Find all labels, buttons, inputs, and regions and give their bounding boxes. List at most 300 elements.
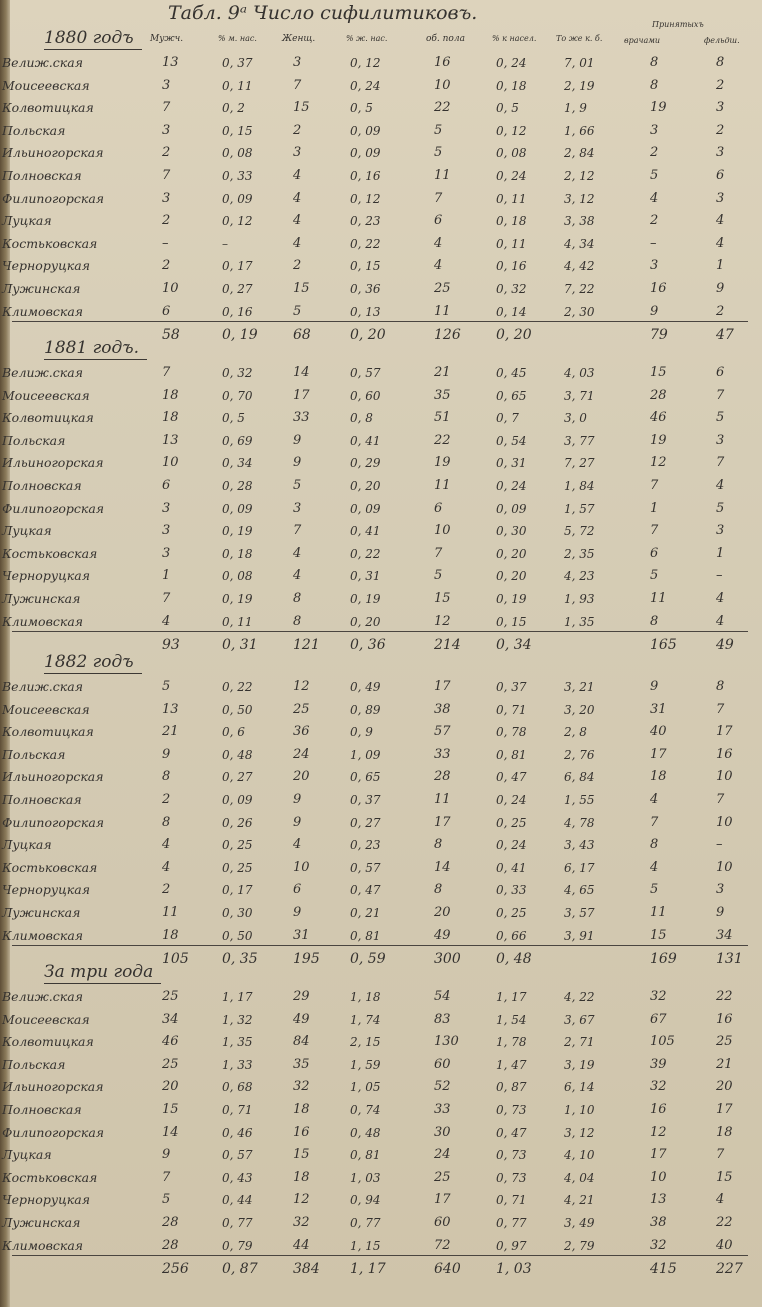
table-cell: – [716,568,723,584]
table-cell: 0, 08 [496,146,527,161]
table-cell: 0, 12 [496,123,527,138]
table-cell: 2, 35 [564,546,595,561]
table-cell: 0, 33 [496,883,527,898]
table-cell: 7 [162,1169,171,1185]
table-row [0,676,762,698]
table-cell: 0, 47 [350,883,381,898]
volost-name: Лужинская [2,591,81,606]
table-cell: 17 [650,1147,667,1163]
table-cell: 0, 78 [496,725,527,740]
volost-name: Черноруцкая [2,1192,90,1208]
total-cell: 0, 59 [350,951,386,968]
volost-name: Климовская [2,1237,84,1253]
table-cell: 2, 12 [564,169,595,183]
table-cell: 8 [434,837,443,853]
table-cell: 4 [716,591,725,606]
table-cell: 0, 41 [496,860,527,875]
column-header-admitted-b: фельдш. [704,36,740,45]
table-row [0,986,762,1008]
table-cell: 17 [434,679,451,694]
volost-name: Моисеевская [2,387,90,403]
table-cell: 8 [716,679,725,694]
table-cell: 3 [716,190,725,206]
table-cell: 11 [434,168,451,183]
table-cell: 10 [162,455,179,471]
table-cell: 1, 18 [350,990,381,1004]
table-cell: 4 [650,190,659,206]
table-cell: 0, 94 [350,1193,381,1208]
table-cell: 4, 10 [564,1148,595,1163]
volost-name: Полновская [2,1102,82,1117]
table-cell: 44 [293,1237,310,1253]
table-cell: 0, 11 [496,191,527,206]
volost-name: Полновская [2,168,82,183]
table-cell: 7 [650,814,659,830]
table-cell: 8 [650,613,659,629]
table-row [0,744,762,766]
table-cell: 0, 5 [222,411,245,426]
table-cell: 0, 50 [222,702,253,717]
table-cell: 18 [162,927,179,943]
table-cell: 3, 12 [564,191,595,206]
table-cell: 3 [162,77,171,93]
table-cell: 2, 8 [564,725,587,740]
table-cell: 5 [434,145,443,161]
total-cell: 79 [650,327,668,344]
table-cell: 0, 22 [350,236,381,251]
table-cell: 11 [434,792,451,807]
table-cell: 15 [650,365,667,380]
total-cell: 49 [716,637,734,654]
table-cell: 0, 19 [350,592,381,606]
table-cell: 2 [716,122,725,138]
table-cell: 0, 11 [222,614,253,629]
table-cell: 25 [293,701,310,717]
volost-name: Моисеевская [2,1011,90,1027]
table-cell: 14 [162,1124,179,1140]
table-cell: 7 [162,365,171,380]
volost-name: Лужинская [2,281,81,296]
table-cell: 6 [434,500,443,516]
table-row [0,75,762,97]
table-cell: 0, 24 [496,479,527,493]
volost-name: Филипогорская [2,190,105,206]
table-cell: 0, 24 [496,56,527,70]
table-cell: 24 [434,1147,451,1163]
table-cell: 7 [293,77,302,93]
table-cell: 2 [293,122,302,138]
table-cell: 0, 25 [496,815,527,830]
table-cell: 0, 09 [350,146,381,161]
table-cell: 25 [162,1056,179,1072]
volost-name: Филипогорская [2,814,105,830]
table-cell: 6 [716,365,725,380]
table-row [0,1212,762,1234]
table-cell: 0, 87 [496,1080,527,1095]
table-cell: 3 [162,523,171,539]
table-cell: 4 [716,213,725,229]
table-cell: 83 [434,1011,451,1027]
table-cell: 0, 71 [496,1193,527,1208]
table-cell: 4 [162,613,171,629]
table-cell: 15 [293,281,310,296]
table-cell: 0, 47 [496,770,527,785]
total-cell: 256 [162,1261,189,1278]
volost-name: Костьковская [2,235,98,251]
table-cell: 8 [650,837,659,853]
table-cell: 2 [162,145,171,161]
table-cell: 4, 65 [564,883,595,898]
table-cell: 15 [650,927,667,943]
table-cell: 0, 11 [496,236,527,251]
table-row [0,834,762,856]
table-cell: 0, 16 [350,169,381,183]
table-cell: 0, 15 [350,259,381,274]
section-total-rule [12,321,748,322]
table-cell: 3 [716,523,725,539]
table-cell: 5 [716,410,725,426]
table-cell: 4, 23 [564,569,595,584]
total-cell: 0, 19 [222,327,258,344]
table-cell: 9 [162,746,171,762]
table-cell: 0, 7 [496,411,519,426]
table-cell: 0, 20 [350,479,381,493]
total-cell: 165 [650,637,677,654]
table-cell: 7 [716,387,725,403]
table-cell: 2, 71 [564,1035,595,1050]
section-total-rule [12,631,748,632]
table-cell: 6 [716,168,725,183]
table-cell: 13 [162,701,179,717]
table-cell: 2, 76 [564,747,595,762]
volost-name: Полновская [2,792,82,807]
table-cell: 17 [434,814,451,830]
table-cell: – [222,236,228,251]
table-cell: 49 [293,1011,310,1027]
table-row [0,789,762,811]
column-header-pop-pct: % к насел. [492,34,537,43]
table-cell: 0, 20 [350,614,381,629]
table-row [0,52,762,74]
table-cell: 5 [162,679,171,694]
table-cell: 4 [716,478,725,493]
table-cell: 0, 29 [350,456,381,471]
table-cell: 4 [293,837,302,853]
table-cell: 3 [162,500,171,516]
table-cell: 19 [434,455,451,471]
table-cell: 4, 42 [564,259,595,274]
table-cell: 0, 57 [222,1148,253,1163]
table-cell: 6 [162,303,171,319]
table-cell: 11 [650,591,667,606]
table-cell: 0, 09 [222,191,253,206]
table-cell: 1, 17 [222,990,253,1004]
table-cell: 1, 74 [350,1012,381,1027]
table-cell: 4 [650,859,659,875]
total-cell: 1, 17 [350,1261,386,1278]
table-cell: 34 [162,1011,179,1027]
section-year-heading: 1882 годъ [44,652,142,674]
table-cell: 35 [434,387,451,403]
table-cell: 0, 15 [496,614,527,629]
table-cell: 60 [434,1056,451,1072]
total-cell: 0, 87 [222,1261,258,1278]
table-cell: 11 [434,303,451,319]
table-cell: 0, 14 [496,304,527,319]
table-cell: 22 [716,989,733,1004]
table-cell: 11 [162,905,179,920]
table-row [0,188,762,210]
table-cell: 0, 20 [496,546,527,561]
section-year-heading: 1881 годъ. [44,338,147,360]
volost-name: Костьковская [2,859,98,875]
section-total-row [0,1258,762,1280]
table-cell: 1, 93 [564,592,595,606]
table-cell: 7 [716,792,725,807]
table-cell: 8 [650,55,659,70]
volost-name: Луцкая [2,837,52,853]
table-cell: 0, 73 [496,1103,527,1117]
table-cell: 3, 91 [564,928,595,943]
table-cell: 0, 9 [350,725,373,740]
table-cell: 0, 24 [496,793,527,807]
table-cell: 3, 21 [564,680,595,694]
table-row [0,857,762,879]
table-cell: 3, 12 [564,1125,595,1140]
total-cell: 1, 03 [496,1261,532,1278]
table-cell: 4 [293,568,302,584]
table-cell: 2, 15 [350,1035,381,1050]
table-cell: 72 [434,1237,451,1253]
table-cell: 51 [434,410,451,426]
table-cell: 0, 73 [496,1148,527,1163]
table-cell: 0, 12 [350,191,381,206]
table-cell: 15 [293,1147,310,1163]
table-cell: 10 [434,77,451,93]
table-cell: 0, 25 [222,838,253,853]
table-cell: 38 [434,701,451,717]
table-cell: 5 [650,168,659,183]
table-cell: 12 [650,1124,667,1140]
table-cell: 4 [293,213,302,229]
table-cell: 4 [293,235,302,251]
table-cell: 30 [434,1124,451,1140]
volost-name: Полновская [2,478,82,493]
table-cell: 0, 71 [496,702,527,717]
table-cell: 1 [716,258,725,274]
total-cell: 0, 48 [496,951,532,968]
table-cell: 0, 89 [350,702,381,717]
table-cell: 0, 8 [350,411,373,426]
table-cell: 14 [434,859,451,875]
table-cell: 8 [434,882,443,898]
total-cell: 0, 31 [222,637,258,654]
table-cell: 5 [716,500,725,516]
table-cell: 1, 57 [564,501,595,516]
table-cell: 1, 35 [222,1035,253,1050]
table-cell: 9 [162,1147,171,1163]
table-cell: 17 [650,746,667,762]
table-cell: 12 [293,679,310,694]
table-row [0,1122,762,1144]
table-cell: 0, 60 [350,388,381,403]
table-cell: 10 [162,281,179,296]
table-cell: 3 [293,55,302,70]
table-row [0,407,762,429]
table-cell: 2 [162,792,171,807]
table-cell: 13 [162,432,179,448]
volost-name: Луцкая [2,523,52,539]
table-cell: 1, 9 [564,101,587,116]
table-cell: 20 [716,1079,733,1095]
table-cell: 5 [434,568,443,584]
table-cell: 67 [650,1011,667,1027]
table-cell: 3 [293,145,302,161]
table-cell: 0, 09 [222,501,253,516]
table-row [0,1144,762,1166]
table-cell: 4 [716,235,725,251]
table-row [0,611,762,633]
volost-name: Польская [2,122,66,138]
table-cell: 9 [293,455,302,471]
table-cell: 0, 79 [222,1238,253,1253]
table-cell: 10 [716,814,733,830]
table-cell: 21 [434,365,451,380]
table-row [0,475,762,497]
table-cell: 3, 77 [564,433,595,448]
total-cell: 0, 36 [350,637,386,654]
table-cell: 8 [162,769,171,785]
table-cell: 0, 44 [222,1193,253,1208]
table-cell: 0, 09 [222,793,253,807]
volost-name: Ильиногорская [2,769,104,785]
table-row [0,1167,762,1189]
table-row [0,430,762,452]
table-cell: 0, 73 [496,1170,527,1185]
table-cell: 0, 97 [496,1238,527,1253]
table-row [0,766,762,788]
table-cell: 3, 38 [564,214,595,229]
table-cell: 0, 23 [350,838,381,853]
section-total-rule [12,1255,748,1256]
table-cell: 24 [293,746,310,762]
table-row [0,1235,762,1257]
table-cell: 0, 09 [496,501,527,516]
table-cell: 10 [716,859,733,875]
table-cell: 34 [716,927,733,943]
table-cell: 7, 01 [564,56,595,70]
table-cell: 0, 17 [222,259,253,274]
table-cell: 10 [716,769,733,785]
table-row [0,301,762,323]
volost-name: Климовская [2,303,84,319]
table-cell: 8 [293,591,302,606]
volost-name: Польская [2,1056,66,1072]
table-cell: 4 [162,837,171,853]
table-cell: 6, 14 [564,1080,595,1095]
table-cell: 12 [293,1192,310,1208]
table-cell: 0, 45 [496,366,527,380]
table-cell: 18 [162,410,179,426]
table-cell: 0, 65 [496,388,527,403]
volost-name: Луцкая [2,1147,52,1163]
table-cell: 3, 67 [564,1012,595,1027]
total-cell: 0, 20 [350,327,386,344]
table-cell: 0, 81 [496,747,527,762]
table-cell: 105 [650,1034,675,1050]
table-cell: – [162,235,169,251]
table-cell: 8 [162,814,171,830]
table-cell: 0, 66 [496,928,527,943]
volost-name: Колвотицкая [2,724,94,740]
table-cell: 33 [434,746,451,762]
table-cell: 16 [434,55,451,70]
column-header-female: Женщ. [282,34,316,44]
table-cell: 2 [716,303,725,319]
table-cell: 46 [162,1034,179,1050]
table-cell: 7 [650,523,659,539]
table-cell: 1, 32 [222,1012,253,1027]
table-cell: 0, 22 [350,546,381,561]
table-cell: 0, 20 [496,569,527,584]
table-cell: 7 [650,478,659,493]
total-cell: 47 [716,327,734,344]
table-cell: 2 [162,213,171,229]
table-row [0,925,762,947]
total-cell: 195 [293,951,320,968]
table-cell: 0, 74 [350,1103,381,1117]
table-cell: 10 [434,523,451,539]
table-cell: 32 [293,1215,310,1230]
table-row [0,812,762,834]
table-cell: 6 [650,545,659,561]
table-cell: 0, 16 [496,259,527,274]
volost-name: Костьковская [2,1169,98,1185]
table-row [0,210,762,232]
total-cell: 131 [716,951,743,968]
volost-name: Черноруцкая [2,568,90,584]
table-cell: 3, 57 [564,906,595,920]
table-cell: 7 [293,523,302,539]
table-cell: 7 [162,591,171,606]
table-cell: 0, 47 [496,1125,527,1140]
table-cell: 0, 50 [222,928,253,943]
table-cell: 6, 17 [564,860,595,875]
table-cell: 0, 30 [496,524,527,539]
table-cell: 15 [434,591,451,606]
table-cell: 16 [650,1102,667,1117]
table-cell: 0, 19 [222,524,253,539]
table-cell: 8 [716,55,725,70]
total-cell: 640 [434,1261,461,1278]
total-cell: 384 [293,1261,320,1278]
table-cell: 10 [650,1169,667,1185]
table-cell: 0, 28 [222,479,253,493]
table-cell: 0, 19 [496,592,527,606]
table-cell: 31 [650,701,667,717]
table-cell: 3 [716,145,725,161]
volost-name: Луцкая [2,213,52,229]
table-cell: 52 [434,1079,451,1095]
table-cell: 11 [434,478,451,493]
table-cell: 7 [162,168,171,183]
table-cell: 0, 48 [350,1125,381,1140]
table-cell: 1 [650,500,659,516]
table-cell: 32 [650,1079,667,1095]
table-cell: 3, 71 [564,388,595,403]
column-header-male: Мужч. [150,34,184,44]
table-cell: 25 [162,989,179,1004]
